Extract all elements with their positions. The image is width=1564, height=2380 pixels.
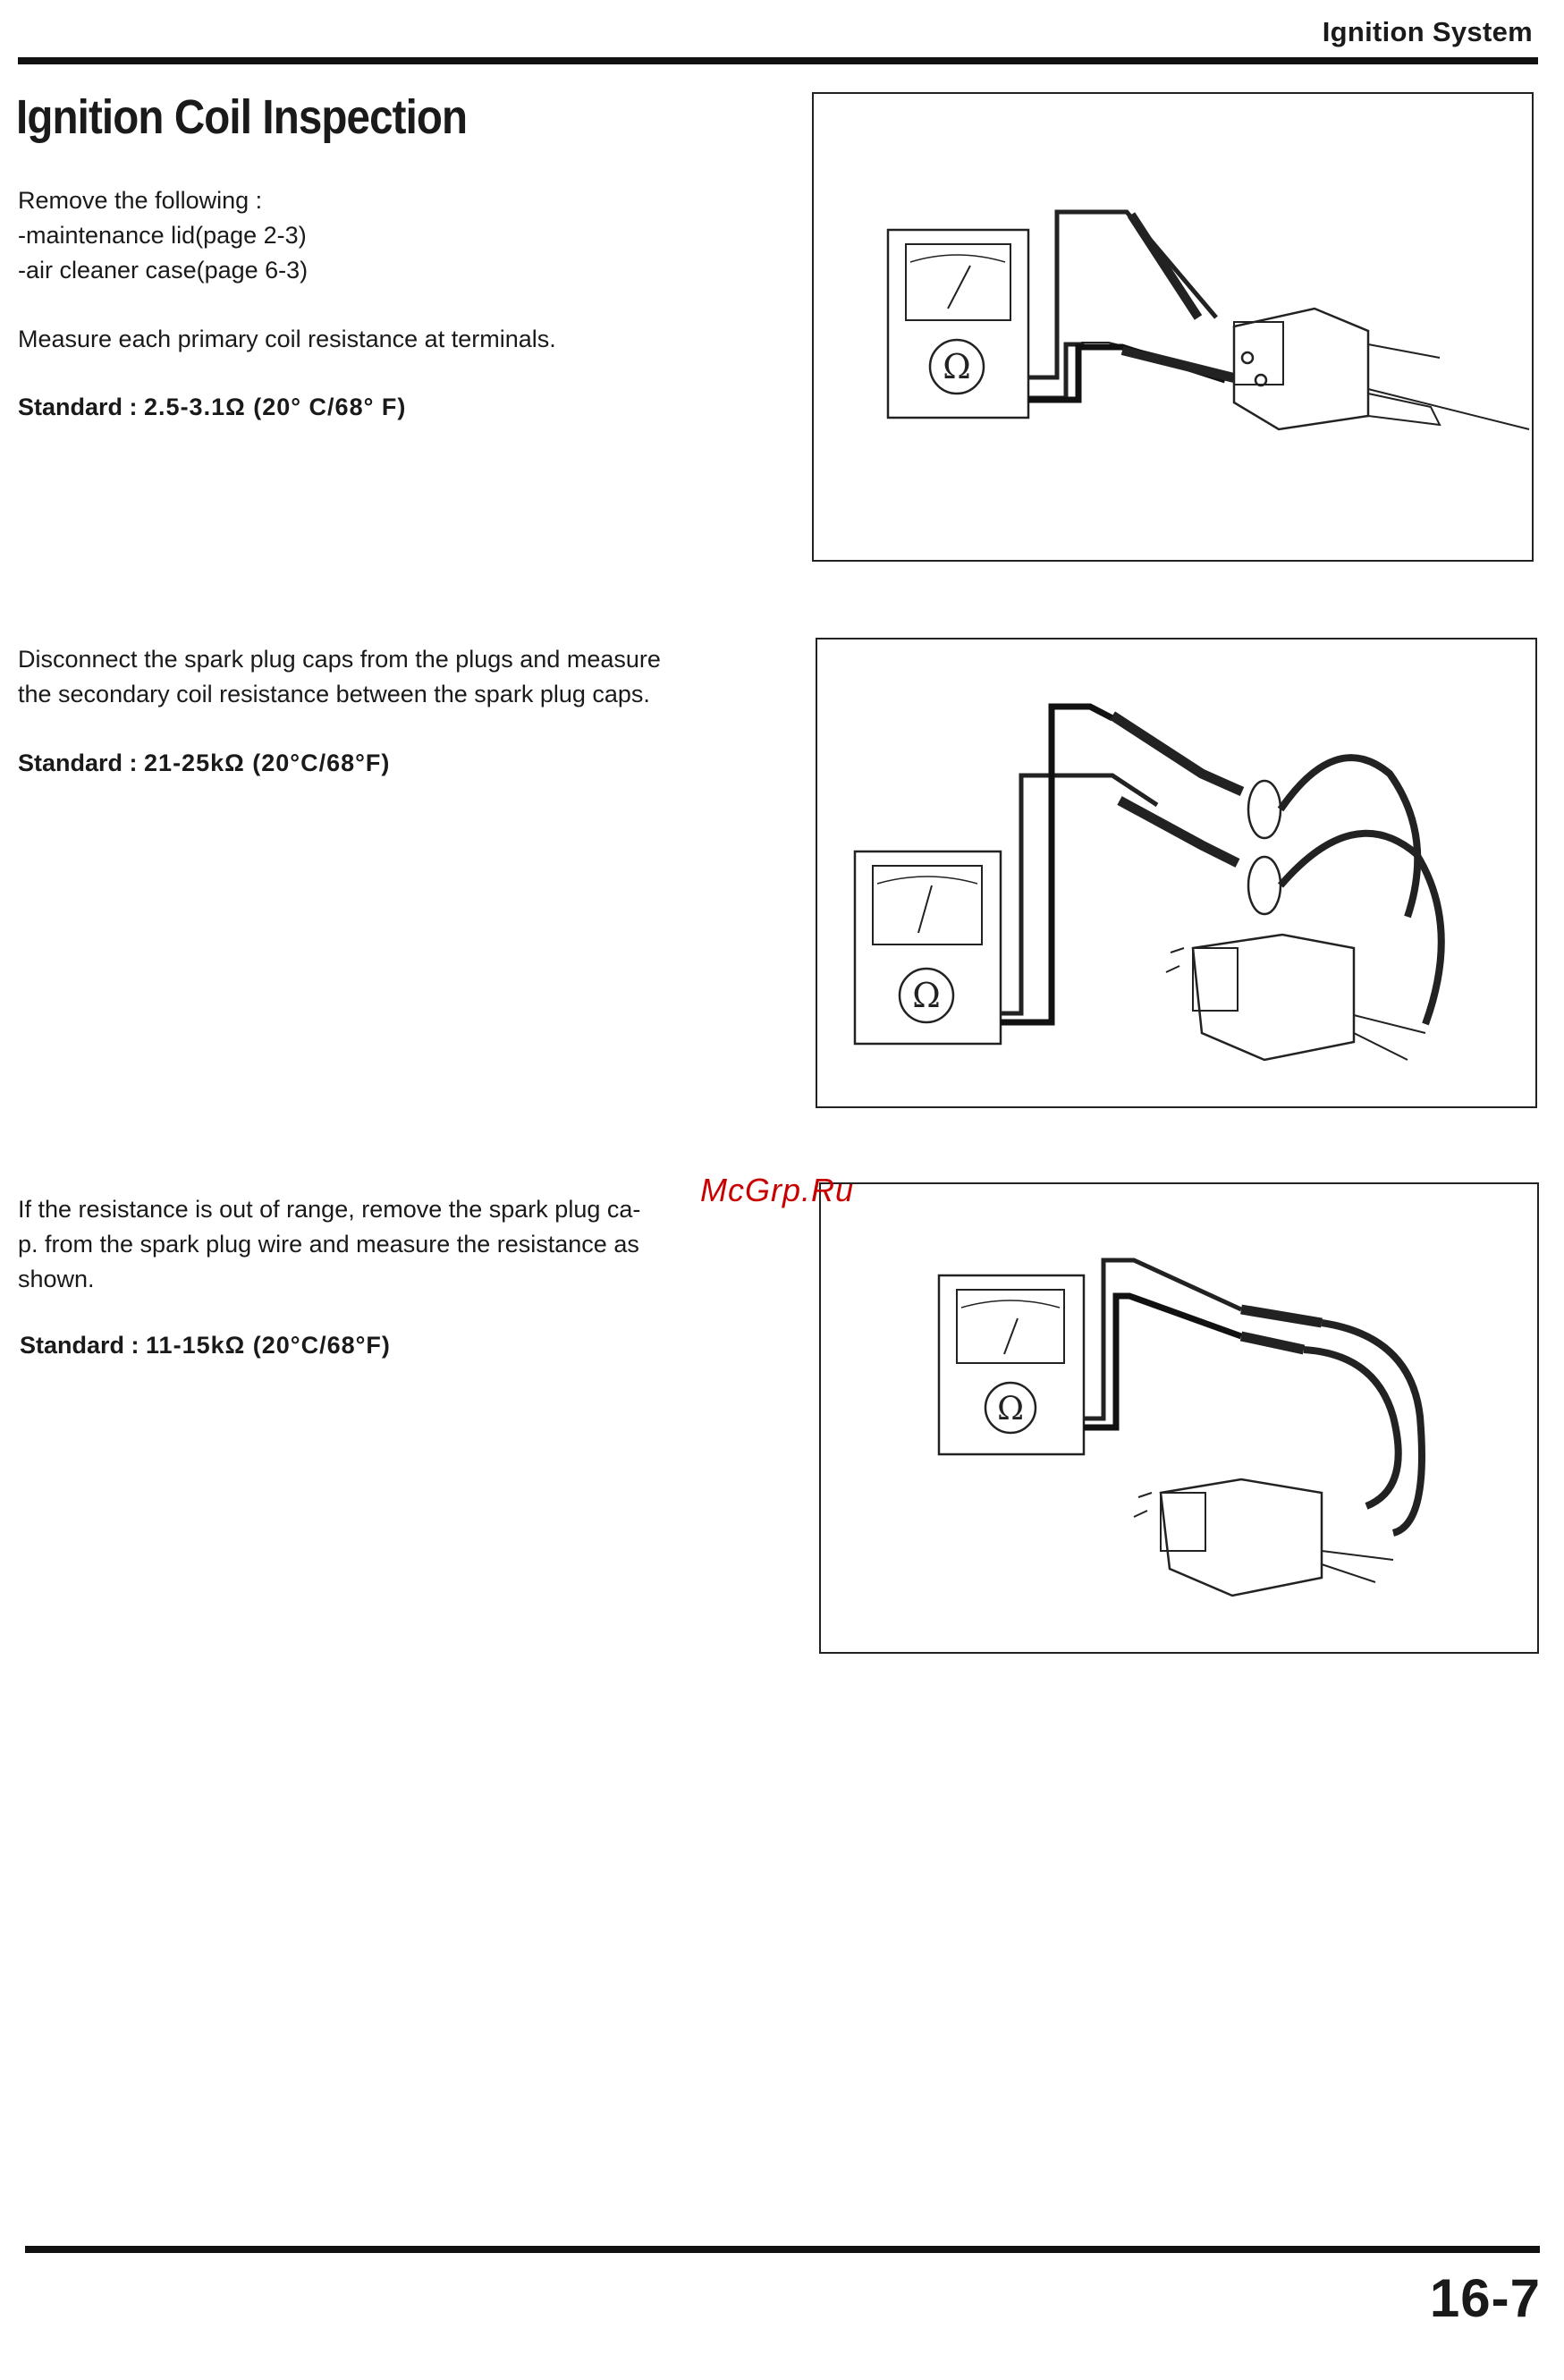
step3-standard bbox=[20, 1332, 391, 1359]
step1-line: -maintenance lid(page 2-3) bbox=[18, 222, 307, 249]
page-title: Ignition Coil Inspection bbox=[16, 90, 468, 144]
standard-value: 2.5-3.1Ω (20° C/68° F) bbox=[144, 394, 407, 420]
omega-icon: Ω bbox=[997, 1391, 1024, 1427]
step1-measure: Measure each primary coil resistance at terminals. bbox=[18, 326, 556, 352]
standard-label: Standard : bbox=[18, 394, 138, 420]
step2-line: Disconnect the spark plug caps from the plugs and measure bbox=[18, 646, 661, 673]
step1-line: Remove the following : bbox=[18, 187, 263, 214]
step1-line: -air cleaner case(page 6-3) bbox=[18, 257, 309, 284]
ohmmeter-body bbox=[939, 1275, 1084, 1454]
step3-line: If the resistance is out of range, remove the spark plug ca- bbox=[18, 1196, 641, 1223]
ohmmeter-body bbox=[888, 230, 1028, 418]
section-header: Ignition System bbox=[1322, 16, 1533, 47]
wire-resistance-illustration bbox=[821, 1184, 1537, 1652]
standard-label: Standard : bbox=[20, 1332, 139, 1359]
step2-standard bbox=[18, 750, 390, 777]
standard-value: 21-25kΩ (20°C/68°F) bbox=[144, 750, 391, 776]
figure-secondary-coil-test bbox=[816, 638, 1537, 1108]
omega-icon: Ω bbox=[912, 976, 941, 1015]
page-number: 16-7 bbox=[1429, 2268, 1541, 2328]
step2-line: the secondary coil resistance between the spark plug caps. bbox=[18, 681, 650, 707]
primary-coil-illustration bbox=[814, 94, 1532, 560]
omega-icon: Ω bbox=[943, 347, 971, 386]
step3-line: shown. bbox=[18, 1266, 95, 1292]
step1-text bbox=[18, 183, 308, 288]
watermark: McGrp.Ru bbox=[700, 1172, 855, 1208]
figure-wire-resistance-test bbox=[819, 1182, 1539, 1654]
footer-rule bbox=[25, 2246, 1540, 2253]
secondary-coil-illustration bbox=[817, 639, 1535, 1106]
step1-standard bbox=[18, 394, 406, 421]
header-rule bbox=[18, 57, 1538, 64]
figure-primary-coil-test bbox=[812, 92, 1534, 562]
step3-text bbox=[18, 1192, 640, 1297]
standard-label: Standard : bbox=[18, 750, 138, 776]
standard-value: 11-15kΩ (20°C/68°F) bbox=[146, 1332, 391, 1359]
step2-text bbox=[18, 642, 661, 712]
step3-line: p. from the spark plug wire and measure the resistance as bbox=[18, 1231, 639, 1258]
